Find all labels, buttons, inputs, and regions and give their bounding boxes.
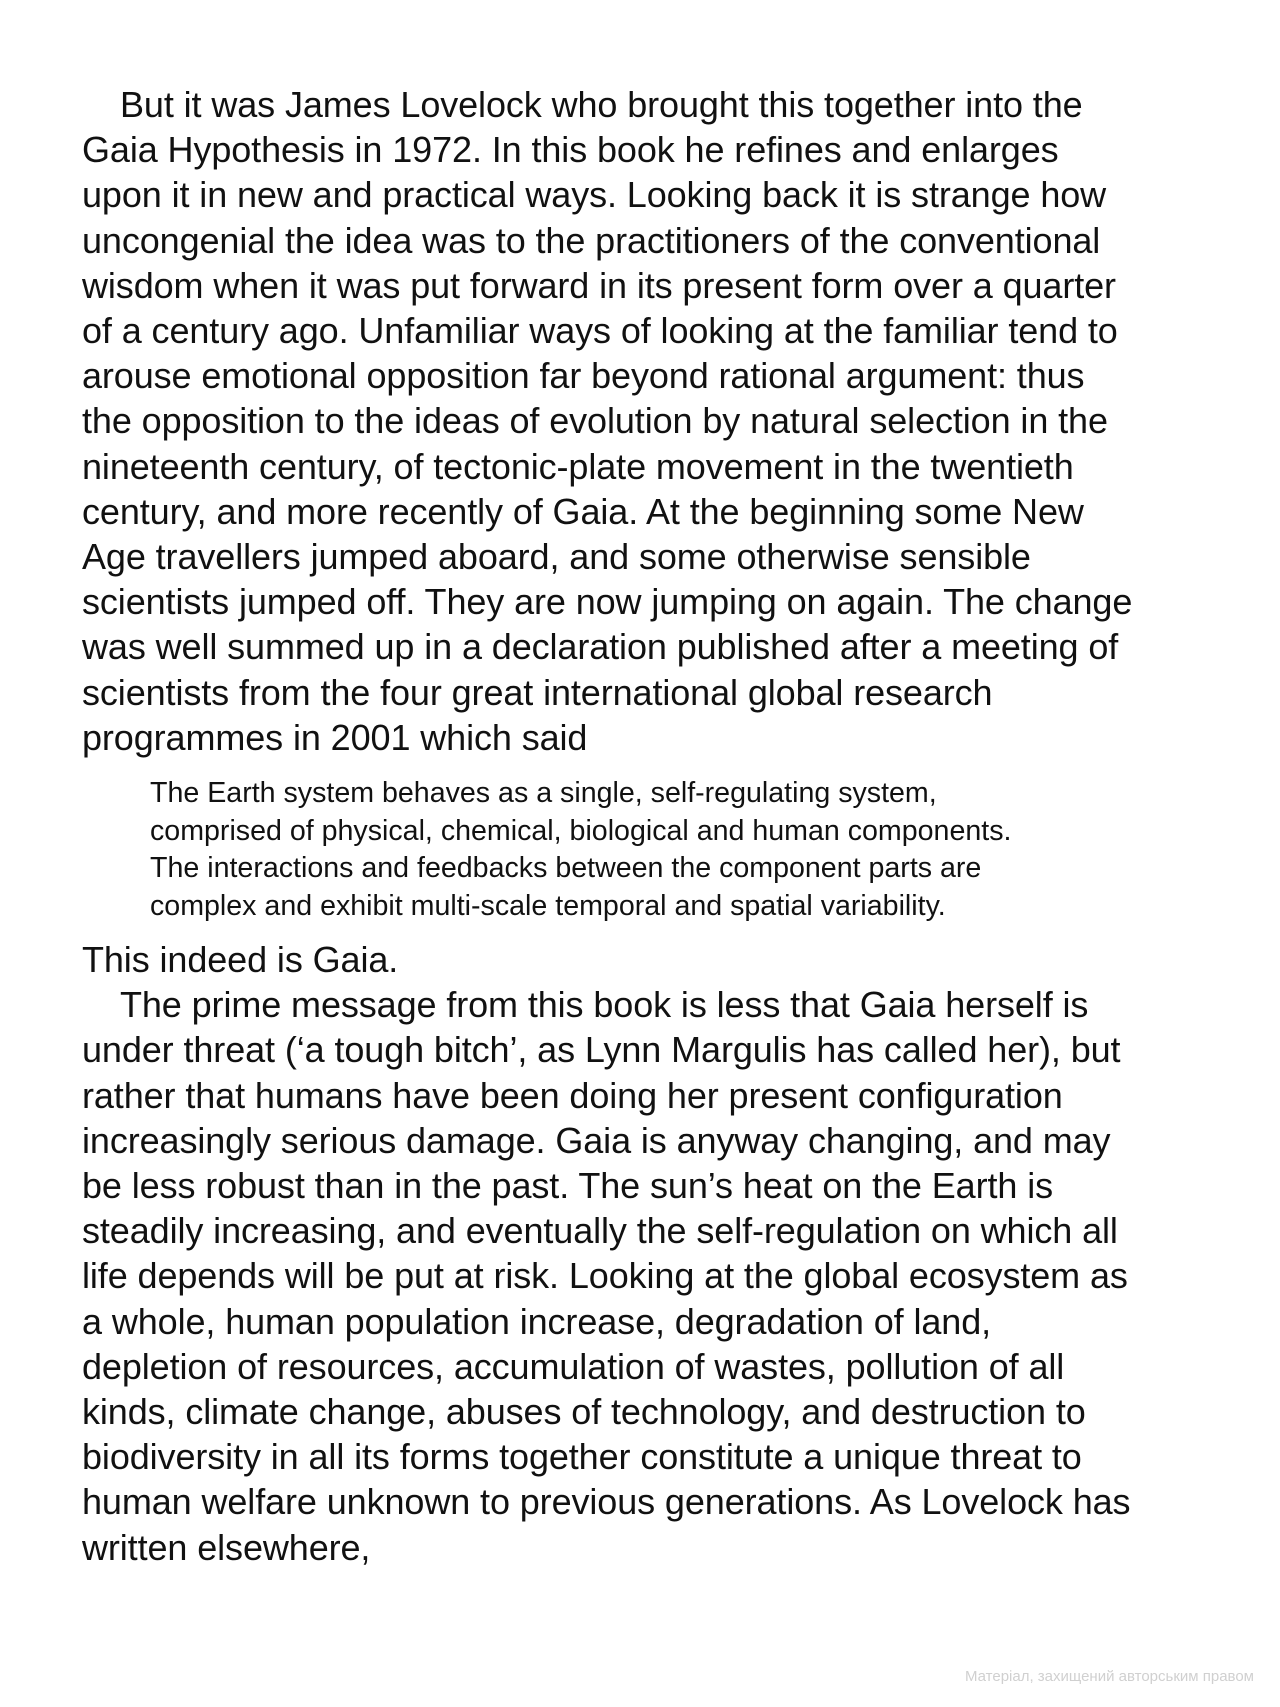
text-line: human welfare unknown to previous generations. As Lovelock has: [82, 1481, 1131, 1523]
text-line: The prime message from this book is less that Gaia herself is: [120, 984, 1089, 1026]
paragraph-prime-message: [82, 982, 1222, 1570]
text-line: scientists from the four great international global research: [82, 671, 993, 713]
text-line: But it was James Lovelock who brought this together into the: [120, 84, 1083, 125]
quote-line: comprised of physical, chemical, biological and human components.: [150, 814, 1012, 847]
text-line-this-indeed-is-gaia: This indeed is Gaia.: [82, 939, 399, 981]
text-line: programmes in 2001 which said: [82, 716, 588, 758]
copyright-watermark: Матеріал, захищений авторським правом: [964, 1668, 1254, 1685]
paragraph-lovelock-history: [82, 82, 1222, 760]
text-line: scientists jumped off. They are now jumping on again. The change: [82, 581, 1133, 623]
quote-line: complex and exhibit multi-scale temporal and spatial variability.: [150, 889, 946, 922]
text-line: Gaia Hypothesis in 1972. In this book he refines and enlarges: [82, 129, 1059, 171]
text-line: depletion of resources, accumulation of wastes, pollution of all: [82, 1345, 1065, 1387]
text-line: life depends will be put at risk. Looking at the global ecosystem as: [82, 1255, 1128, 1297]
text-line: the opposition to the ideas of evolution by natural selection in the: [82, 400, 1108, 442]
text-line: biodiversity in all its forms together constitute a unique threat to: [82, 1436, 1082, 1478]
quote-line: The Earth system behaves as a single, self-regulating system,: [150, 777, 937, 810]
text-line: nineteenth century, of tectonic-plate movement in the twentieth: [82, 445, 1074, 487]
text-line: rather that humans have been doing her present configuration: [82, 1074, 1063, 1116]
text-line: uncongenial the idea was to the practitioners of the conventional: [82, 219, 1101, 261]
text-line: century, and more recently of Gaia. At the beginning some New: [82, 490, 1084, 532]
text-line: increasingly serious damage. Gaia is anyway changing, and may: [82, 1119, 1111, 1161]
text-line: upon it in new and practical ways. Looking back it is strange how: [82, 174, 1107, 216]
text-line: be less robust than in the past. The sun’s heat on the Earth is: [82, 1165, 1053, 1207]
text-line: Age travellers jumped aboard, and some otherwise sensible: [82, 536, 1031, 578]
text-line: kinds, climate change, abuses of technology, and destruction to: [82, 1391, 1086, 1433]
text-line: steadily increasing, and eventually the self-regulation on which all: [82, 1210, 1118, 1252]
text-line: was well summed up in a declaration published after a meeting of: [82, 626, 1119, 668]
text-line: arouse emotional opposition far beyond rational argument: thus: [82, 355, 1085, 397]
quote-line: The interactions and feedbacks between the component parts are: [150, 852, 982, 885]
text-line: a whole, human population increase, degradation of land,: [82, 1300, 992, 1342]
text-line: wisdom when it was put forward in its present form over a quarter: [82, 264, 1116, 306]
document-page: [82, 82, 1222, 1570]
text-line: under threat (‘a tough bitch’, as Lynn Margulis has called her), but: [82, 1029, 1121, 1071]
text-line: of a century ago. Unfamiliar ways of looking at the familiar tend to: [82, 310, 1118, 352]
text-line: written elsewhere,: [82, 1526, 371, 1568]
block-quote-declaration: [150, 775, 1222, 925]
